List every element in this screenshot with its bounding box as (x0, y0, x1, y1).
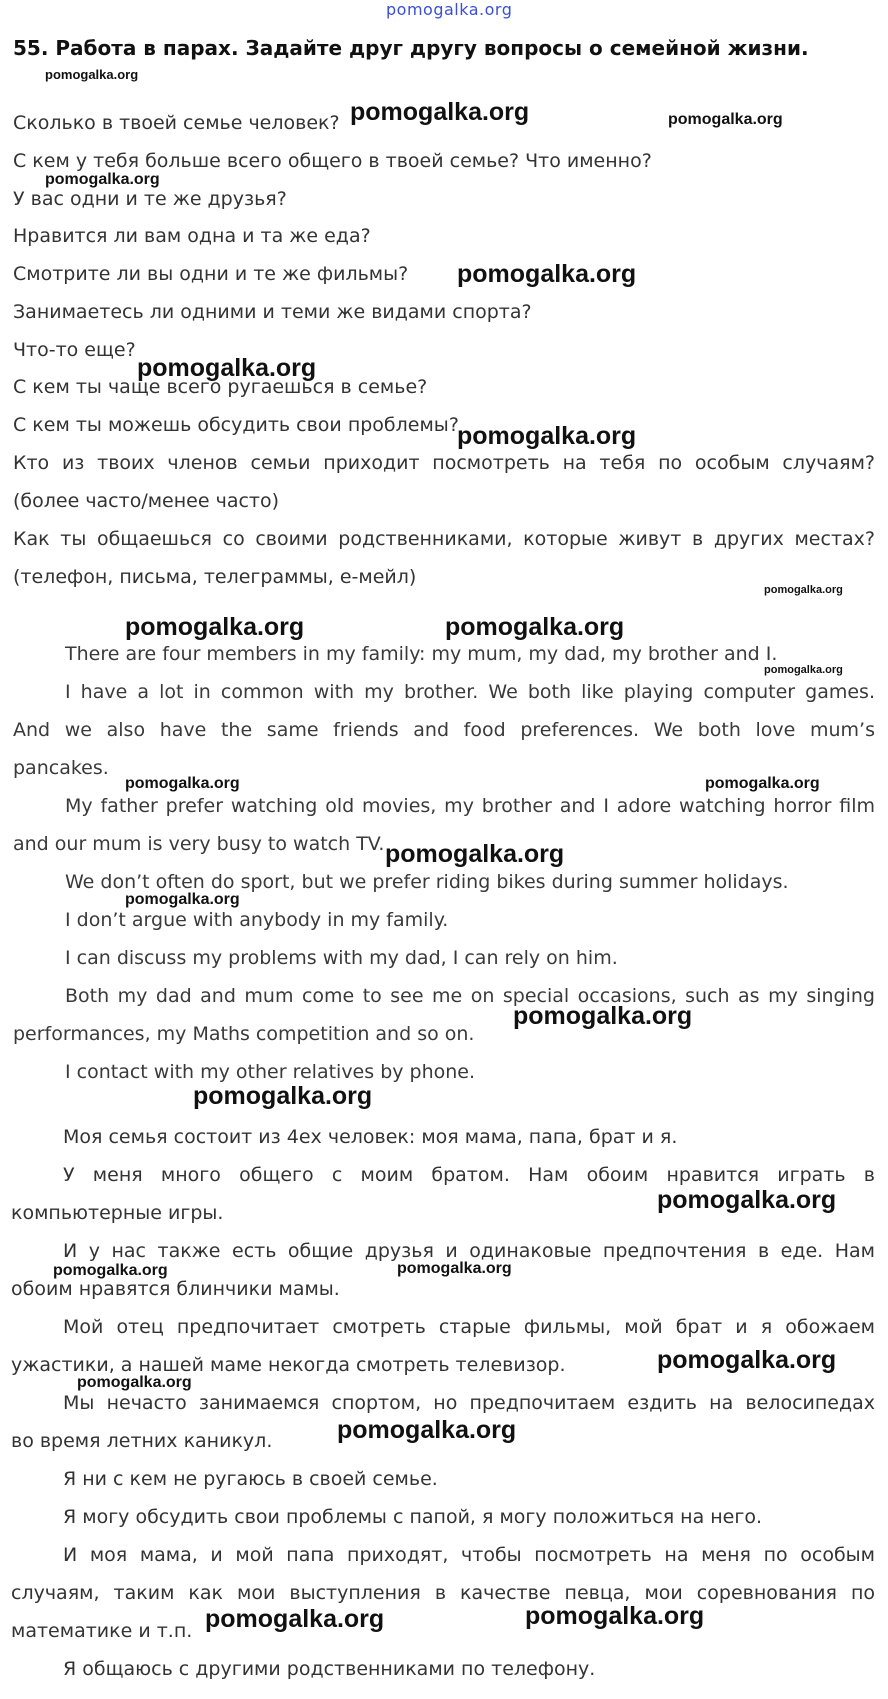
russian-line: случаям, таким как мои выступления в качестве певца, мои соревнования по (11, 1582, 875, 1604)
russian-line: Я могу обсудить свои проблемы с папой, я могу положиться на него. (63, 1506, 763, 1528)
watermark: pomogalka.org (668, 111, 783, 128)
russian-line: И моя мама, и мой папа приходят, чтобы посмотреть на меня по особым (63, 1544, 875, 1566)
english-line: We don’t often do sport, but we prefer riding bikes during summer holidays. (65, 871, 789, 893)
question-line: С кем у тебя больше всего общего в твоей семье? Что именно? (13, 150, 652, 172)
russian-line: Я ни с кем не ругаюсь в своей семье. (63, 1468, 438, 1490)
english-line: and our mum is very busy to watch TV. (13, 833, 385, 855)
watermark: pomogalka.org (525, 1602, 705, 1630)
watermark: pomogalka.org (205, 1605, 385, 1633)
russian-line: ужастики, а нашей маме некогда смотреть телевизор. (11, 1354, 566, 1376)
russian-line: математике и т.п. (11, 1620, 193, 1642)
watermark: pomogalka.org (45, 171, 160, 188)
watermark: pomogalka.org (385, 840, 565, 868)
russian-line: обоим нравятся блинчики мамы. (11, 1278, 340, 1300)
english-line: I can discuss my problems with my dad, I can rely on him. (65, 947, 618, 969)
russian-line: компьютерные игры. (11, 1202, 224, 1224)
question-line: С кем ты можешь обсудить свои проблемы? (13, 414, 459, 436)
question-line: (телефон, письма, телеграммы, е-мейл) (13, 566, 417, 588)
russian-line: во время летних каникул. (11, 1430, 273, 1452)
watermark: pomogalka.org (193, 1082, 373, 1110)
russian-line: Мы нечасто занимаемся спортом, но предпочитаем ездить на велосипедах (63, 1392, 875, 1414)
watermark: pomogalka.org (513, 1002, 693, 1030)
question-line: Смотрите ли вы одни и те же фильмы? (13, 263, 409, 285)
exercise-title: 55. Работа в парах. Задайте друг другу вопросы о семейной жизни. (13, 36, 809, 60)
question-line: Что-то еще? (13, 339, 136, 361)
question-line: (более часто/менее часто) (13, 490, 280, 512)
watermark: pomogalka.org (125, 613, 305, 641)
watermark: pomogalka.org (657, 1346, 837, 1374)
question-line: С кем ты чаще всего ругаешься в семье? (13, 376, 428, 398)
russian-line: И у нас также есть общие друзья и одинаковые предпочтения в еде. Нам (63, 1240, 875, 1262)
watermark: pomogalka.org (337, 1416, 517, 1444)
watermark: pomogalka.org (457, 422, 637, 450)
question-line: Как ты общаешься со своими родственниками, которые живут в других местах? (13, 528, 875, 550)
watermark: pomogalka.org (125, 891, 240, 908)
russian-line: Моя семья состоит из 4ех человек: моя мама, папа, брат и я. (63, 1126, 678, 1148)
english-line: performances, my Maths competition and so on. (13, 1023, 475, 1045)
watermark: pomogalka.org (45, 67, 139, 82)
question-line: Нравится ли вам одна и та же еда? (13, 225, 371, 247)
question-line: Занимаетесь ли одними и теми же видами спорта? (13, 301, 532, 323)
watermark: pomogalka.org (764, 584, 843, 596)
watermark: pomogalka.org (137, 354, 317, 382)
watermark: pomogalka.org (457, 260, 637, 288)
watermark: pomogalka.org (125, 775, 240, 792)
site-logo[interactable]: pomogalka.org (386, 0, 513, 19)
english-line: I don’t argue with anybody in my family. (65, 909, 449, 931)
watermark: pomogalka.org (657, 1186, 837, 1214)
english-line: There are four members in my family: my mum, my dad, my brother and I. (65, 643, 778, 665)
question-line: Кто из твоих членов семьи приходит посмотреть на тебя по особым случаям? (13, 452, 875, 474)
english-line: I contact with my other relatives by phone. (65, 1061, 476, 1083)
watermark: pomogalka.org (764, 664, 843, 676)
question-line: У вас одни и те же друзья? (13, 188, 287, 210)
russian-line: Я общаюсь с другими родственниками по телефону. (63, 1658, 596, 1680)
watermark: pomogalka.org (350, 98, 530, 126)
question-line: Сколько в твоей семье человек? (13, 112, 340, 134)
watermark: pomogalka.org (77, 1374, 192, 1391)
watermark: pomogalka.org (53, 1262, 168, 1279)
russian-line: У меня много общего с моим братом. Нам обоим нравится играть в (63, 1164, 875, 1186)
english-line: My father prefer watching old movies, my brother and I adore watching horror film (65, 795, 875, 817)
watermark: pomogalka.org (705, 775, 820, 792)
watermark: pomogalka.org (397, 1260, 512, 1277)
watermark: pomogalka.org (445, 613, 625, 641)
english-line: Both my dad and mum come to see me on special occasions, such as my singing (65, 985, 875, 1007)
english-line: And we also have the same friends and food preferences. We both love mum’s (13, 719, 875, 741)
russian-line: Мой отец предпочитает смотреть старые фильмы, мой брат и я обожаем (63, 1316, 875, 1338)
english-line: pancakes. (13, 757, 109, 779)
english-line: I have a lot in common with my brother. We both like playing computer games. (65, 681, 875, 703)
